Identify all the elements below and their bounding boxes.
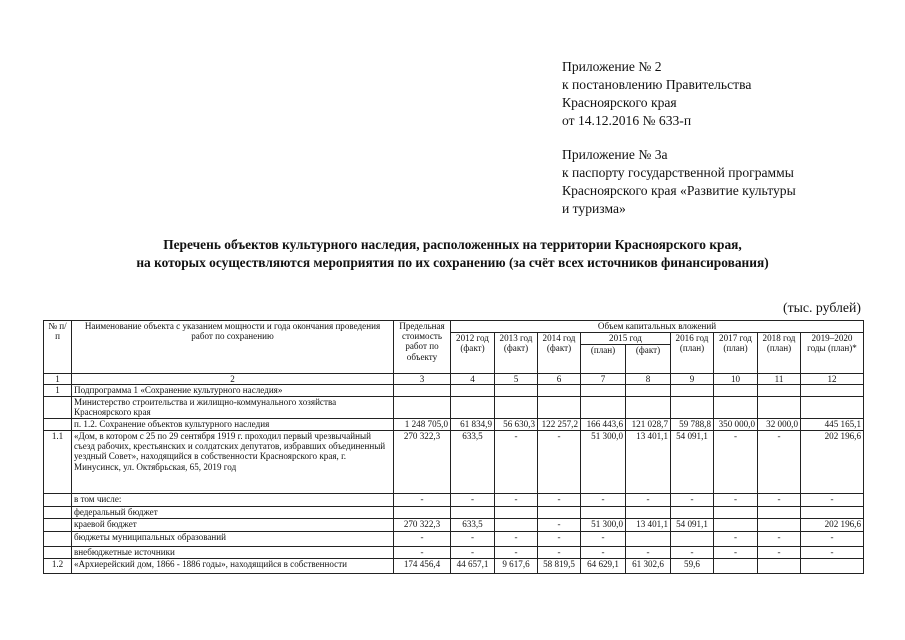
row-value: -: [495, 532, 538, 547]
row-value: 202 196,6: [801, 431, 864, 494]
appendix-line: Приложение № 2: [562, 59, 662, 74]
row-value: 51 300,0: [581, 519, 626, 532]
header-volume: Объем капитальных вложений: [451, 321, 864, 333]
row-value: 633,5: [451, 431, 495, 494]
header-2018: 2018 год (план): [758, 333, 801, 374]
row-value: [451, 385, 495, 397]
header-2019-2020: 2019–2020 годы (план)*: [801, 333, 864, 374]
row-value: [495, 507, 538, 519]
row-value: [538, 507, 581, 519]
row-value: -: [538, 547, 581, 559]
header-num: № п/п: [44, 321, 72, 374]
objects-table: [43, 320, 864, 574]
row-num: [44, 507, 72, 519]
appendix-2-block: [562, 58, 751, 130]
row-value: -: [801, 532, 864, 547]
row-value: [495, 519, 538, 532]
row-num: 1.1: [44, 431, 72, 494]
appendix-line: Красноярского края: [562, 95, 677, 110]
table-row: [44, 507, 864, 519]
appendix-line: от 14.12.2016 № 633-п: [562, 113, 692, 128]
row-name: внебюджетные источники: [72, 547, 394, 559]
row-value: 64 629,1: [581, 559, 626, 574]
row-value: [801, 507, 864, 519]
row-name: в том числе:: [72, 494, 394, 507]
row-value: [394, 385, 451, 397]
col-number: 2: [72, 374, 394, 385]
row-value: -: [538, 431, 581, 494]
row-value: [758, 397, 801, 419]
row-num: [44, 519, 72, 532]
row-value: -: [495, 494, 538, 507]
row-value: [581, 385, 626, 397]
col-number: 12: [801, 374, 864, 385]
row-value: [671, 385, 714, 397]
row-value: -: [714, 532, 758, 547]
row-name: Министерство строительства и жилищно-коммунального хозяйства Красноярского края: [72, 397, 394, 419]
header-2016: 2016 год (план): [671, 333, 714, 374]
row-value: -: [538, 494, 581, 507]
table-row: [44, 419, 864, 431]
col-number: 6: [538, 374, 581, 385]
row-value: -: [581, 494, 626, 507]
row-value: [801, 559, 864, 574]
row-value: [758, 519, 801, 532]
row-value: [714, 559, 758, 574]
row-value: -: [538, 519, 581, 532]
row-value: [626, 507, 671, 519]
row-value: 202 196,6: [801, 519, 864, 532]
row-value: [801, 397, 864, 419]
row-value: 166 443,6: [581, 419, 626, 431]
row-value: 61 302,6: [626, 559, 671, 574]
row-value: [714, 385, 758, 397]
row-value: 445 165,1: [801, 419, 864, 431]
row-value: [451, 507, 495, 519]
appendix-line: Красноярского края «Развитие культуры: [562, 183, 796, 198]
title-line-1: Перечень объектов культурного наследия, расположенных на территории Красноярского края,: [163, 237, 742, 252]
row-value: -: [801, 547, 864, 559]
row-value: -: [394, 547, 451, 559]
row-num: [44, 547, 72, 559]
row-num: [44, 494, 72, 507]
row-value: [581, 397, 626, 419]
row-value: -: [801, 494, 864, 507]
row-value: 44 657,1: [451, 559, 495, 574]
row-value: [626, 532, 671, 547]
row-value: [451, 397, 495, 419]
row-name: Подпрограмма 1 «Сохранение культурного наследия»: [72, 385, 394, 397]
row-value: [758, 559, 801, 574]
row-num: [44, 419, 72, 431]
table-row: [44, 519, 864, 532]
row-value: [394, 507, 451, 519]
row-value: 1 248 705,0: [394, 419, 451, 431]
row-num: 1: [44, 385, 72, 397]
header-2017: 2017 год (план): [714, 333, 758, 374]
row-value: -: [714, 494, 758, 507]
col-number: 10: [714, 374, 758, 385]
row-value: 13 401,1: [626, 519, 671, 532]
row-num: [44, 397, 72, 419]
col-number: 5: [495, 374, 538, 385]
document-title: [0, 236, 905, 272]
row-value: -: [758, 494, 801, 507]
row-value: 32 000,0: [758, 419, 801, 431]
row-value: 350 000,0: [714, 419, 758, 431]
row-value: [801, 385, 864, 397]
row-value: 174 456,4: [394, 559, 451, 574]
table-row: [44, 559, 864, 574]
row-value: -: [758, 547, 801, 559]
row-value: [581, 507, 626, 519]
row-value: 54 091,1: [671, 519, 714, 532]
appendix-line: к постановлению Правительства: [562, 77, 752, 92]
row-value: [671, 507, 714, 519]
row-value: 270 322,3: [394, 519, 451, 532]
row-value: [714, 397, 758, 419]
header-2015-fact: (факт): [626, 345, 671, 374]
table-row: [44, 397, 864, 419]
row-value: [394, 397, 451, 419]
row-value: -: [626, 547, 671, 559]
row-value: [714, 507, 758, 519]
row-value: 59,6: [671, 559, 714, 574]
row-value: 56 630,3: [495, 419, 538, 431]
row-value: -: [451, 532, 495, 547]
header-2012: 2012 год (факт): [451, 333, 495, 374]
table-row: [44, 385, 864, 397]
row-value: -: [714, 547, 758, 559]
col-number: 7: [581, 374, 626, 385]
row-name: «Архиерейский дом, 1866 - 1886 годы», находящийся в собственности: [72, 559, 394, 574]
row-value: [538, 397, 581, 419]
row-name: краевой бюджет: [72, 519, 394, 532]
row-value: 13 401,1: [626, 431, 671, 494]
row-value: -: [394, 532, 451, 547]
row-value: [495, 397, 538, 419]
table-row: [44, 532, 864, 547]
row-value: -: [451, 494, 495, 507]
appendix-line: к паспорту государственной программы: [562, 165, 794, 180]
row-value: 270 322,3: [394, 431, 451, 494]
row-value: [626, 397, 671, 419]
table-row: [44, 431, 864, 494]
row-name: федеральный бюджет: [72, 507, 394, 519]
row-value: 9 617,6: [495, 559, 538, 574]
column-number-row: [44, 374, 864, 385]
col-number: 3: [394, 374, 451, 385]
col-number: 1: [44, 374, 72, 385]
row-value: 121 028,7: [626, 419, 671, 431]
col-number: 8: [626, 374, 671, 385]
col-number: 4: [451, 374, 495, 385]
row-value: -: [671, 494, 714, 507]
row-value: 633,5: [451, 519, 495, 532]
row-name: бюджеты муниципальных образований: [72, 532, 394, 547]
row-value: -: [451, 547, 495, 559]
header-2015: 2015 год: [581, 333, 671, 345]
row-value: 122 257,2: [538, 419, 581, 431]
row-value: [758, 507, 801, 519]
row-value: -: [394, 494, 451, 507]
row-value: [671, 532, 714, 547]
col-number: 11: [758, 374, 801, 385]
row-value: -: [714, 431, 758, 494]
row-value: -: [626, 494, 671, 507]
row-value: [626, 385, 671, 397]
row-value: 58 819,5: [538, 559, 581, 574]
row-value: -: [495, 431, 538, 494]
row-value: 51 300,0: [581, 431, 626, 494]
units-label: (тыс. рублей): [782, 300, 861, 315]
title-line-2: на которых осуществляются мероприятия по их сохранению (за счёт всех источников финансирования): [136, 255, 769, 270]
table-row: [44, 547, 864, 559]
row-num: 1.2: [44, 559, 72, 574]
header-cost: Предельная стоимость работ по объекту: [394, 321, 451, 374]
row-value: [671, 397, 714, 419]
row-name: п. 1.2. Сохранение объектов культурного наследия: [72, 419, 394, 431]
row-value: 61 834,9: [451, 419, 495, 431]
row-num: [44, 532, 72, 547]
row-value: [538, 385, 581, 397]
row-value: -: [671, 547, 714, 559]
appendix-line: и туризма»: [562, 201, 626, 216]
row-value: [495, 385, 538, 397]
row-value: -: [758, 532, 801, 547]
row-value: -: [581, 532, 626, 547]
col-number: 9: [671, 374, 714, 385]
row-value: 54 091,1: [671, 431, 714, 494]
row-value: -: [495, 547, 538, 559]
table-row: [44, 494, 864, 507]
row-name: «Дом, в котором с 25 по 29 сентября 1919 г. проходил первый чрезвычайный съезд рабочих, крестьянских и солдатских депутатов, избравших объединенный уездный Совет», находящийся в собственности Красноярского края, г. Минусинск, ул. Октябрьская, 65, 2019 год: [72, 431, 394, 494]
row-value: -: [538, 532, 581, 547]
header-name: Наименование объекта с указанием мощности и года окончания проведения работ по сохранению: [72, 321, 394, 374]
table-header-row: [44, 321, 864, 333]
header-2014: 2014 год (факт): [538, 333, 581, 374]
row-value: [758, 385, 801, 397]
row-value: -: [581, 547, 626, 559]
header-2013: 2013 год (факт): [495, 333, 538, 374]
row-value: 59 788,8: [671, 419, 714, 431]
header-2015-plan: (план): [581, 345, 626, 374]
appendix-line: Приложение № 3а: [562, 147, 668, 162]
appendix-3a-block: [562, 146, 796, 218]
row-value: -: [758, 431, 801, 494]
row-value: [714, 519, 758, 532]
